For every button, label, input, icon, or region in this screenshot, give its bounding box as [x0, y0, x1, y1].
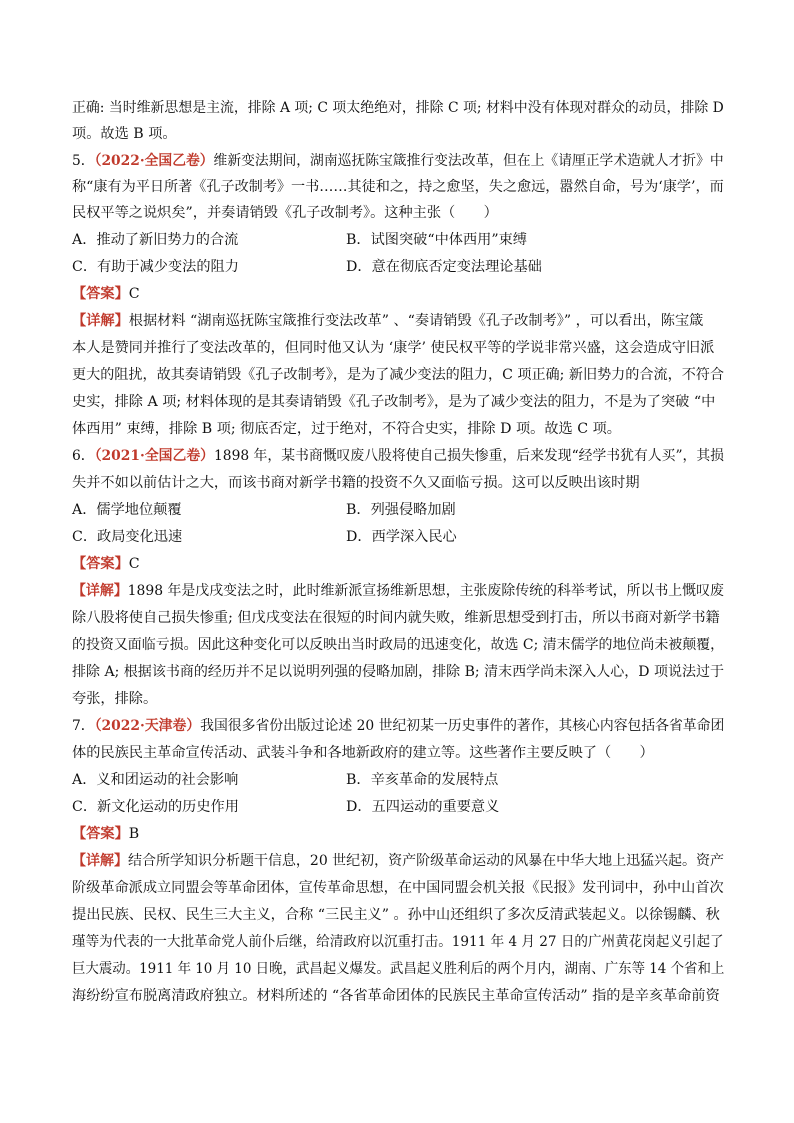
question-number: 5． [72, 153, 95, 169]
question-7-line-1 [72, 716, 725, 736]
question-5-line-3: 民权平等之说炽矣”，并奏请销毁《孔子改制考》。这种主张（ ） [72, 205, 498, 221]
detail-line-4: 史实，排除 A 项; 材料体现的是其奏请销毁《孔子改制考》，是为了减少变法的阻力，不是为了突破 “中 [72, 394, 716, 410]
detail-line-2: 阶级革命派成立同盟会等革命团体，宣传革命思想，在中国同盟会机关报《民报》发刊词中，孙中山首次 [72, 880, 724, 896]
detail-line-1: 【详解】结合所学知识分析题干信息，20 世纪初，资产阶级革命运动的风暴在中华大地上迅猛兴起。资产 [72, 853, 725, 869]
question-text: 我国很多省份出版过论述 20 世纪初某一历史事件的著作，其核心内容包括各省革命团 [200, 718, 725, 734]
answer-label: 【答案】 [72, 556, 129, 572]
detail-line-2: 除八股将使自己损失惨重; 但戊戌变法在很短的时间内就失败，维新思想受到打击，所以书商对新学书籍 [72, 610, 720, 626]
detail-line-4: 排除 A; 根据该书商的经历并不足以说明列强的侵略加剧，排除 B; 清末西学尚未深入人心，D 项说法过于 [72, 664, 725, 680]
question-text: 维新变法期间，湖南巡抚陈宝箴推行变法改革，但在上《请厘正学术造就人才折》中 [213, 153, 724, 169]
detail-line-3: 的投资又面临亏损。因此这种变化可以反映出当时政局的迅速变化，故选 C; 清末儒学的地位尚未被颠覆， [72, 637, 725, 653]
answer-label: 【答案】 [72, 286, 129, 302]
detail-label: 【详解】 [72, 313, 129, 329]
intro-line-1: 正确: 当时维新思想是主流，排除 A 项; C 项太绝绝对，排除 C 项; 材料中没有体现对群众的动员，排除 D [72, 100, 724, 116]
answer-value: B [128, 826, 140, 842]
answer-line [72, 554, 724, 574]
detail-line-5: 巨大震动。1911 年 10 月 10 日晚，武昌起义爆发。武昌起义胜利后的两个月内，湖南、广东等 14 个省和上 [72, 961, 725, 977]
question-6-line-2: 失并不如以前估计之大，而该书商对新学书籍的投资不久又面临亏损。这可以反映出该时期 [72, 475, 640, 491]
question-source: （2022·全国乙卷） [94, 153, 214, 169]
question-7-line-2: 体的民族民主革命宣传活动、武装斗争和各地新政府的建立等。这些著作主要反映了（ ） [72, 745, 654, 761]
detail-label: 【详解】 [72, 583, 128, 599]
option-b: B．试图突破“中体西用”束缚 [346, 232, 527, 248]
question-5-line-1 [72, 151, 724, 171]
detail-line-2: 本人是赞同并推行了变法改革的，但同时他又认为 ‘康学’ 使民权平等的学说非常兴盛，这会造成守旧派 [72, 340, 715, 356]
intro-line-2: 项。故选 B 项。 [72, 126, 177, 142]
detail-label: 【详解】 [72, 853, 128, 869]
option-d: D．西学深入民心 [346, 529, 457, 545]
question-number: 7． [72, 718, 95, 734]
detail-line-3: 更大的阻扰，故其奏请销毁《孔子改制考》，是为了减少变法的阻力，C 项正确; 新旧势力的合流，不符合 [72, 367, 724, 383]
detail-line-1: 【详解】根据材料 “湖南巡抚陈宝箴推行变法改革” 、“奏请销毁《孔子改制考》” ，可以看出，陈宝箴 [72, 313, 704, 329]
question-6-line-1 [72, 446, 724, 466]
question-source: （2021·全国乙卷） [94, 448, 214, 464]
option-a: A．儒学地位颠覆 [72, 502, 182, 518]
option-b: B．辛亥革命的发展特点 [346, 772, 499, 788]
option-a: A．推动了新旧势力的合流 [72, 232, 239, 248]
option-c: C．政局变化迅速 [72, 529, 183, 545]
question-source: （2022·天津卷） [94, 718, 201, 734]
answer-label: 【答案】 [72, 826, 129, 842]
option-c: C．新文化运动的历史作用 [72, 799, 239, 815]
answer-value: C [128, 556, 140, 572]
question-text: 1898 年，某书商慨叹废八股将使自己损失惨重，后来发现“经学书犹有人买”，其损 [213, 448, 724, 464]
question-number: 6． [72, 448, 95, 464]
detail-line-4: 瑾等为代表的一大批革命党人前仆后继，给清政府以沉重打击。1911 年 4 月 27 日的广州黄花岗起义引起了 [72, 934, 724, 950]
detail-line-5: 体西用” 束缚，排除 B 项; 彻底否定，过于绝对，不符合史实，排除 D 项。故选 C 项。 [72, 421, 621, 437]
detail-line-6: 海纷纷宣布脱离清政府独立。材料所述的 “各省革命团体的民族民主革命宣传活动” 指的是辛亥革命前资 [72, 988, 720, 1004]
detail-line-3: 提出民族、民权、民生三大主义，合称 “三民主义” 。孙中山还组织了多次反清武装起义。以徐锡麟、秋 [72, 907, 720, 923]
detail-line-1: 【详解】1898 年是戊戌变法之时，此时维新派宣扬维新思想，主张废除传统的科举考试，所以书上慨叹废 [72, 583, 724, 599]
detail-line-5: 夸张，排除。 [72, 691, 158, 707]
option-c: C．有助于减少变法的阻力 [72, 259, 239, 275]
answer-line [72, 824, 724, 844]
question-5-line-2: 称“康有为平日所著《孔子改制考》一书……其徒和之，持之愈坚，失之愈远，嚣然自命，号为‘康学’，而 [72, 179, 724, 195]
option-b: B．列强侵略加剧 [346, 502, 456, 518]
answer-line [72, 284, 724, 304]
answer-value: C [128, 286, 140, 302]
option-a: A．义和团运动的社会影响 [72, 772, 239, 788]
option-d: D．意在彻底否定变法理论基础 [346, 259, 542, 275]
option-d: D．五四运动的重要意义 [346, 799, 500, 815]
